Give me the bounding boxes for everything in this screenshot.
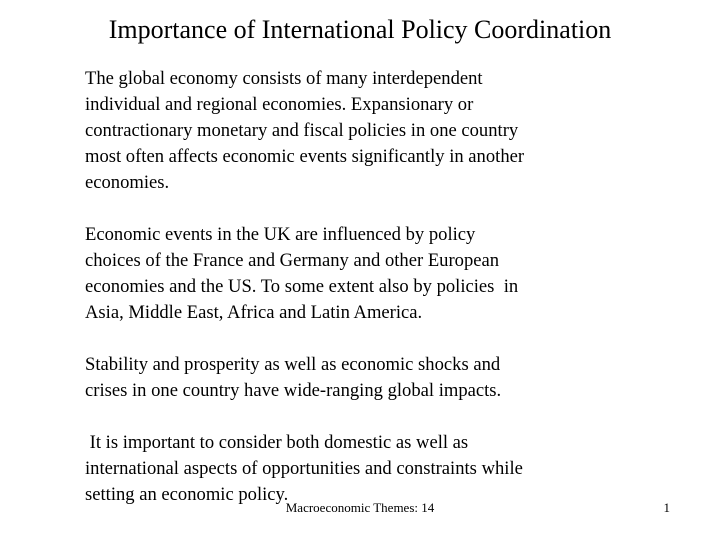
- text-line: economies.: [85, 172, 170, 193]
- page-number: 1: [663, 500, 670, 515]
- slide-body: [85, 66, 695, 508]
- paragraph-global-impacts: [85, 352, 695, 404]
- text-line: contractionary monetary and fiscal policies in one country: [85, 120, 519, 141]
- text-line: international aspects of opportunities and constraints while: [85, 458, 523, 479]
- text-line: It is important to consider both domestic as well as: [85, 432, 469, 453]
- text-line: Economic events in the UK are influenced by policy: [85, 224, 476, 245]
- text-line: The global economy consists of many interdependent: [85, 68, 483, 89]
- paragraph-global-economy: [85, 66, 695, 196]
- text-line: setting an economic policy.: [85, 484, 289, 505]
- text-line: economies and the US. To some extent also by policies in: [85, 276, 519, 297]
- text-line: Stability and prosperity as well as economic shocks and: [85, 354, 501, 375]
- text-line: individual and regional economies. Expansionary or: [85, 94, 474, 115]
- text-line: most often affects economic events significantly in another: [85, 146, 525, 167]
- text-line: Asia, Middle East, Africa and Latin America.: [85, 302, 423, 323]
- text-line: choices of the France and Germany and other European: [85, 250, 500, 271]
- paragraph-uk-influences: [85, 222, 695, 326]
- footer-text: Macroeconomic Themes: 14: [285, 500, 435, 515]
- text-line: crises in one country have wide-ranging global impacts.: [85, 380, 502, 401]
- paragraph-policy-considerations: [85, 430, 695, 508]
- slide-title: Importance of International Policy Coordination: [108, 15, 612, 44]
